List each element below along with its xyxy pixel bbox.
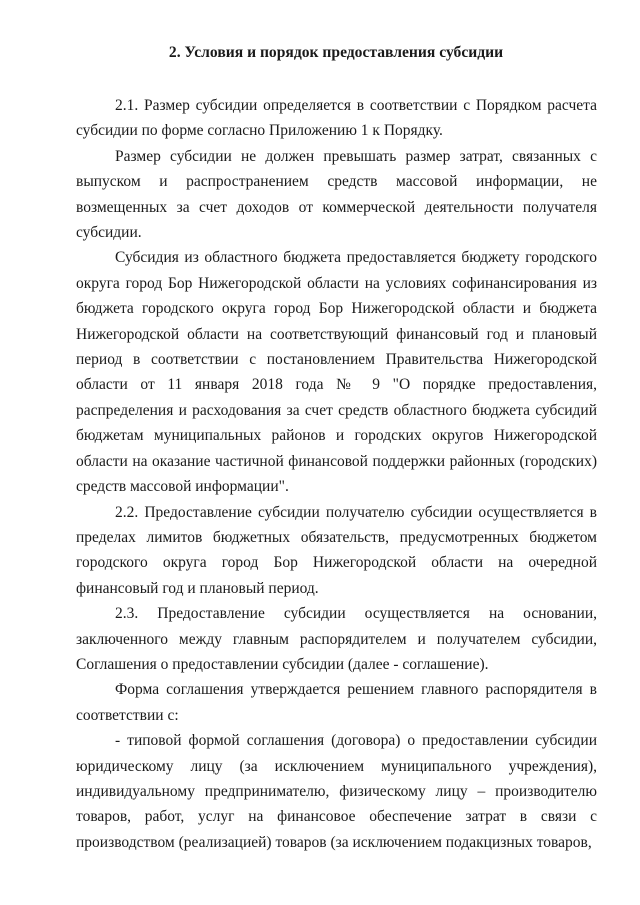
document-body	[76, 93, 597, 855]
paragraph-regional-budget: Субсидия из областного бюджета предоставляется бюджету городского округа город Бор Нижегородской области на условиях софинансирования из бюджета городского округа город Бор Нижегородской области и бюджета Нижегородской области на соответствующий финансовый год и плановый период в соответствии с постановлением Правительства Нижегородской области от 11 января 2018 года № 9 "О порядке предоставления, распределения и расходования за счет средств областного бюджета субсидий бюджетам муниципальных районов и городских округов Нижегородской области на оказание частичной финансовой поддержки районных (городских) средств массовой информации".	[76, 249, 597, 496]
paragraph-agreement-form: Форма соглашения утверждается решением главного распорядителя в соответствии с:	[76, 681, 597, 724]
paragraph-subsidy-limit: Размер субсидии не должен превышать размер затрат, связанных с выпуском и распространением средств массовой информации, не возмещенных за счет доходов от коммерческой деятельности получателя субсидии.	[76, 147, 597, 242]
section-heading: 2. Условия и порядок предоставления субсидии	[168, 44, 504, 61]
paragraph-2-1: 2.1. Размер субсидии определяется в соответствии с Порядком расчета субсидии по форме согласно Приложению 1 к Порядку.	[76, 97, 597, 140]
paragraph-typical-form: - типовой формой соглашения (договора) о предоставлении субсидии юридическому лицу (за исключением муниципального учреждения), индивидуальному предпринимателю, физическому лицу – производителю товаров, работ, услуг на финансовое обеспечение затрат в связи с производством (реализацией) товаров (за исключением подакцизных товаров,	[76, 732, 597, 851]
paragraph-2-2: 2.2. Предоставление субсидии получателю субсидии осуществляется в пределах лимитов бюджетных обязательств, предусмотренных бюджетом городского округа город Бор Нижегородской области на очередной финансовый год и плановый период.	[76, 503, 597, 597]
paragraph-2-3: 2.3. Предоставление субсидии осуществляется на основании, заключенного между главным распорядителем и получателем субсидии, Соглашения о предоставлении субсидии (далее - соглашение).	[76, 605, 597, 673]
